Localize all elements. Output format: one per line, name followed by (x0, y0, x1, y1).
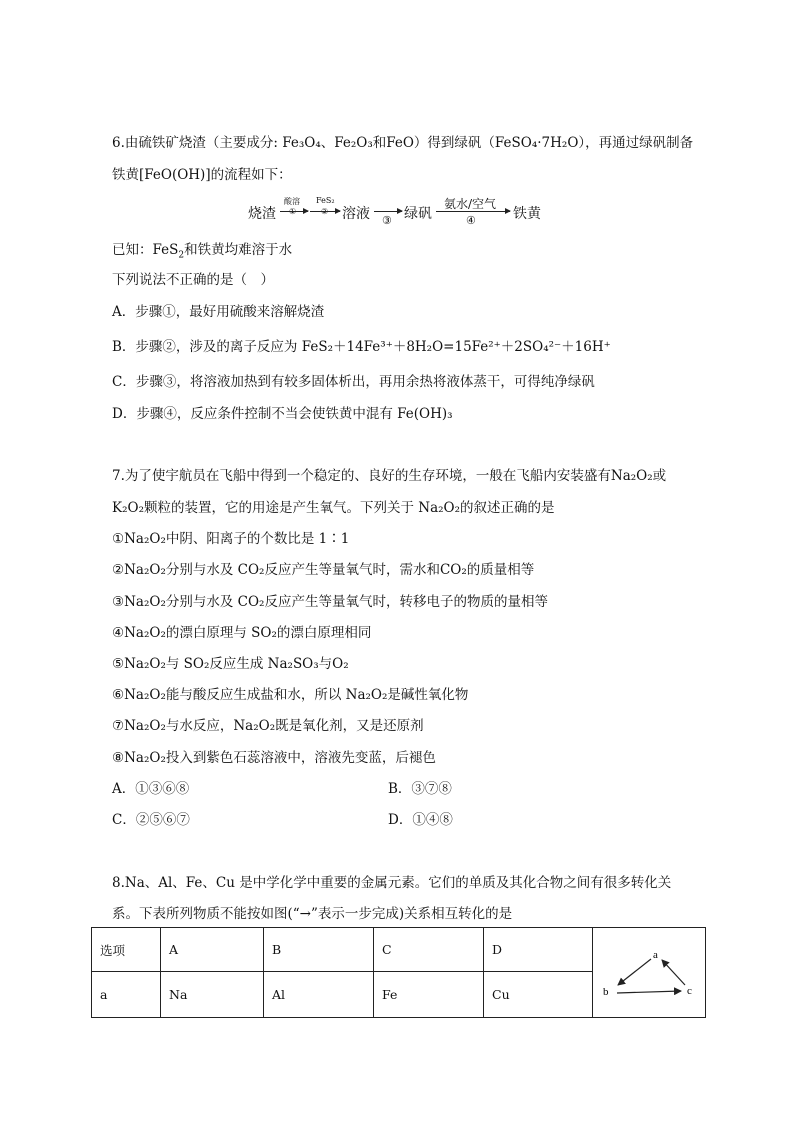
table-cell: Na (161, 972, 264, 1018)
q8-options-table (91, 927, 706, 1018)
q7-statement-2: ②Na₂O₂分别与水及 CO₂反应产生等量氧气时，需水和CO₂的质量相等 (112, 562, 535, 578)
arrow-a-to-b (618, 959, 651, 985)
diagram-label-a: a (653, 948, 658, 961)
flow-node-iron-yellow: 铁黄 (513, 206, 541, 222)
table-cell: Cu (484, 972, 593, 1018)
table-cell: Fe (374, 972, 484, 1018)
table-header-cell: A (161, 928, 264, 972)
table-cell: Al (264, 972, 374, 1018)
q7-statement-8: ⑧Na₂O₂投入到紫色石蕊溶液中，溶液先变蓝，后褪色 (112, 750, 436, 766)
flow-arrow1 (280, 211, 308, 212)
q7-statement-4: ④Na₂O₂的漂白原理与 SO₂的漂白原理相同 (112, 625, 372, 641)
q7-stem-line2: K₂O₂颗粒的装置，它的用途是产生氧气。下列关于 Na₂O₂的叙述正确的是 (112, 500, 555, 516)
flow-node-solution: 溶液 (342, 206, 370, 222)
q7-option-b: B．③⑦⑧ (388, 781, 452, 797)
q6-prompt: 下列说法不正确的是（ ） (112, 272, 274, 288)
arrow-c-to-a (662, 960, 685, 985)
flow-arrow2-label: FeS₂ (316, 196, 335, 205)
q7-statement-7: ⑦Na₂O₂与水反应，Na₂O₂既是氧化剂，又是还原剂 (112, 718, 424, 734)
q8-relation-diagram (593, 929, 705, 1017)
q7-stem-line1: 7.为了使宇航员在飞船中得到一个稳定的、良好的生存环境，一般在飞船内安装盛有Na₂O₂或 (112, 468, 667, 484)
table-header-cell: B (264, 928, 374, 972)
q8-stem-line1: 8.Na、Al、Fe、Cu 是中学化学中重要的金属元素。它们的单质及其化合物之间有很多转化关 (112, 875, 672, 891)
flow-arrow1-label: 酸溶 (284, 197, 300, 206)
q6-flow-diagram (248, 196, 548, 232)
q7-option-a: A．①③⑥⑧ (112, 781, 190, 797)
table-header-cell: D (484, 928, 593, 972)
flow-arrow2 (310, 211, 340, 212)
flow-arrow4-label: 氨水/空气 (444, 197, 497, 211)
q6-known-pre: 已知：FeS (112, 242, 179, 258)
q8-stem-line2: 系。下表所列物质不能按如图(“→”表示一步完成)关系相互转化的是 (112, 906, 513, 922)
table-cell: a (92, 972, 161, 1018)
diagram-label-c: c (687, 984, 692, 997)
q7-statement-5: ⑤Na₂O₂与 SO₂反应生成 Na₂SO₃与O₂ (112, 656, 349, 672)
table-row (92, 928, 706, 972)
q6-option-c: C．步骤③，将溶液加热到有较多固体析出，再用余热将液体蒸干，可得纯净绿矾 (112, 374, 595, 390)
q6-known-post: 和铁黄均难溶于水 (184, 242, 293, 258)
flow-node-green-vitriol: 绿矾 (404, 206, 432, 222)
q7-statement-6: ⑥Na₂O₂能与酸反应生成盐和水，所以 Na₂O₂是碱性氧化物 (112, 687, 469, 703)
q7-option-d: D．①④⑧ (388, 812, 453, 828)
q6-stem-line2: 铁黄[FeO(OH)]的流程如下： (112, 167, 292, 183)
flow-arrow3 (374, 211, 402, 212)
q6-option-d: D．步骤④，反应条件控制不当会使铁黄中混有 Fe(OH)₃ (112, 406, 453, 422)
q6-option-a: A．步骤①，最好用硫酸来溶解烧渣 (112, 304, 325, 320)
flow-arrow3-step: ③ (382, 214, 392, 227)
arrow-b-to-c (617, 991, 681, 993)
flow-arrow4-step: ④ (466, 214, 476, 227)
table-header-cell: C (374, 928, 484, 972)
q6-stem-line1: 6.由硫铁矿烧渣（主要成分: Fe₃O₄、Fe₂O₃和FeO）得到绿矾（FeSO₄·7H₂O），再通过绿矾制备 (112, 135, 694, 151)
flow-node-slag: 烧渣 (248, 206, 276, 222)
flow-arrow4 (436, 211, 510, 212)
q6-option-b: B．步骤②，涉及的离子反应为 FeS₂＋14Fe³⁺＋8H₂O=15Fe²⁺＋2SO₄²⁻＋16H⁺ (112, 339, 611, 355)
diagram-label-b: b (603, 985, 609, 998)
q7-statement-1: ①Na₂O₂中阴、阳离子的个数比是 1∶1 (112, 531, 350, 547)
table-header-cell: 选项 (92, 928, 161, 972)
q7-statement-3: ③Na₂O₂分别与水及 CO₂反应产生等量氧气时，转移电子的物质的量相等 (112, 594, 548, 610)
q6-known-sub: 2 (178, 250, 185, 261)
q6-known (112, 240, 292, 266)
q7-option-c: C．②⑤⑥⑦ (112, 812, 190, 828)
q8-relation-diagram-cell (593, 928, 706, 1018)
